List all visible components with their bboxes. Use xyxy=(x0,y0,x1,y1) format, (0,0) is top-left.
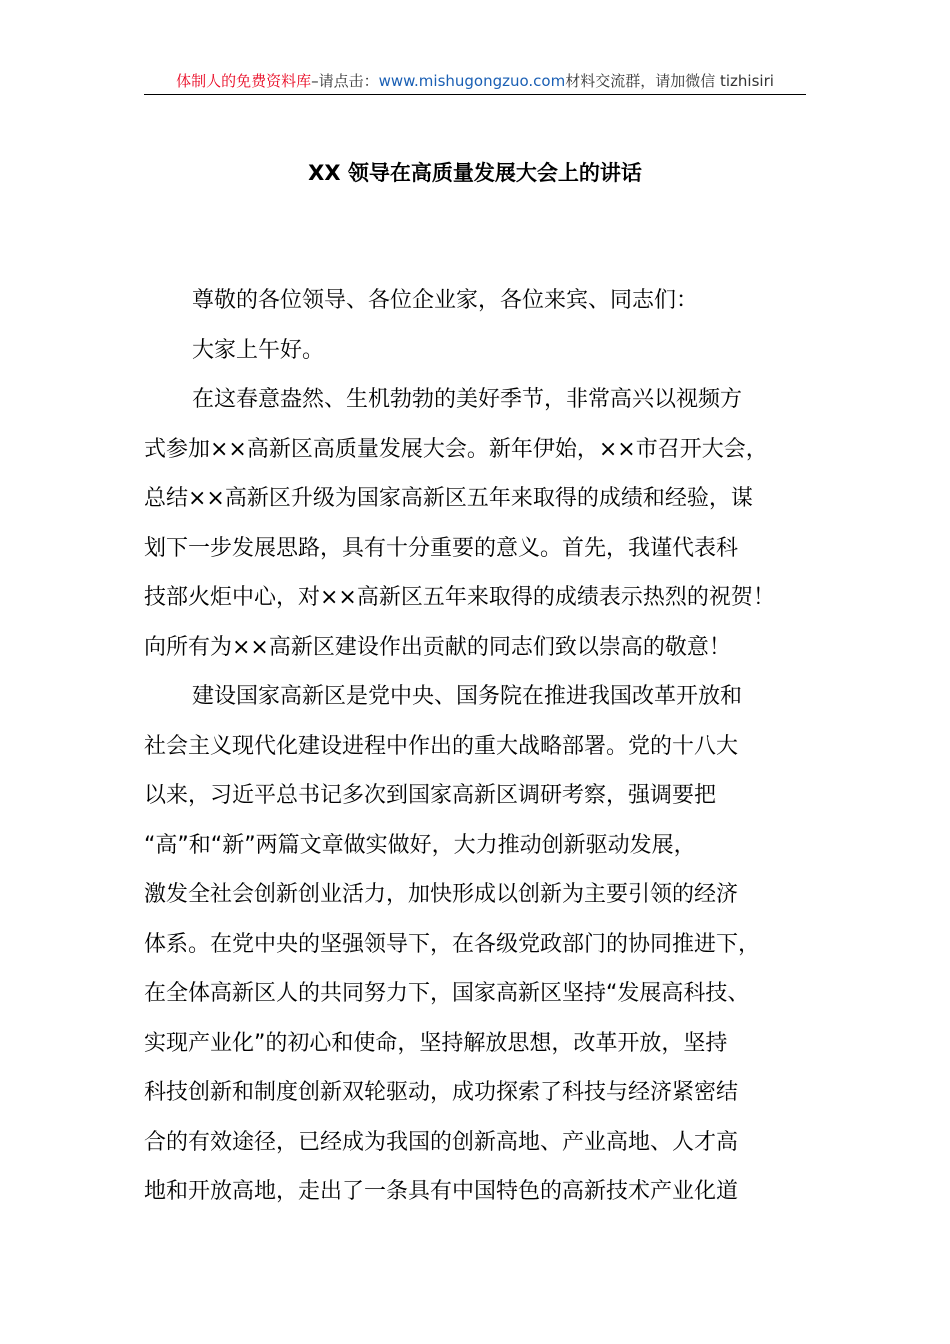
paragraph-2-line: 社会主义现代化建设进程中作出的重大战略部署。党的十八大 xyxy=(144,733,739,759)
header-prompt: –请点击： xyxy=(311,72,379,90)
paragraph-1-line: 技部火炬中心，对××高新区五年来取得的成绩表示热烈的祝贺！ xyxy=(144,585,775,610)
salutation-line: 尊敬的各位领导、各位企业家，各位来宾、同志们： xyxy=(192,288,699,313)
paragraph-1-line: 向所有为××高新区建设作出贡献的同志们致以崇高的敬意！ xyxy=(144,634,731,660)
paragraph-2-line: 体系。在党中央的坚强领导下，在各级党政部门的协同推进下， xyxy=(144,931,761,957)
paragraph-2-line: 以来，习近平总书记多次到国家高新区调研考察，强调要把 xyxy=(144,783,717,808)
paragraph-2-line: 合的有效途径，已经成为我国的创新高地、产业高地、人才高 xyxy=(144,1129,739,1155)
paragraph-2-line: 建设国家高新区是党中央、国务院在推进我国改革开放和 xyxy=(192,684,743,709)
paragraph-1-line: 式参加××高新区高质量发展大会。新年伊始，××市召开大会， xyxy=(144,436,768,462)
paragraph-2-line: 激发全社会创新创业活力，加快形成以创新为主要引领的经济 xyxy=(144,882,739,907)
header-url-link[interactable]: www.mishugongzuo.com xyxy=(378,72,566,90)
paragraph-2-line: 地和开放高地，走出了一条具有中国特色的高新技术产业化道 xyxy=(144,1179,739,1204)
greeting-line: 大家上午好。 xyxy=(192,337,325,363)
paragraph-2-line: 实现产业化”的初心和使命，坚持解放思想，改革开放，坚持 xyxy=(144,1030,728,1056)
paragraph-1-line: 总结××高新区升级为国家高新区五年来取得的成绩和经验，谋 xyxy=(144,486,753,511)
page-header xyxy=(144,70,806,95)
paragraph-2-line: 在全体高新区人的共同努力下，国家高新区坚持“发展高科技、 xyxy=(144,981,750,1006)
document-title: XX 领导在高质量发展大会上的讲话 xyxy=(308,161,642,185)
paragraph-1-line: 在这春意盎然、生机勃勃的美好季节，非常高兴以视频方 xyxy=(192,387,743,412)
header-brand: 体制人的免费资料库 xyxy=(176,72,312,90)
paragraph-2-line: 科技创新和制度创新双轮驱动，成功探索了科技与经济紧密结 xyxy=(144,1080,739,1105)
paragraph-2-line: “高”和“新”两篇文章做实做好，大力推动创新驱动发展， xyxy=(144,832,696,858)
header-contact: 材料交流群，请加微信 tizhisiri xyxy=(565,72,774,90)
document-body xyxy=(144,276,808,1217)
paragraph-1-line: 划下一步发展思路，具有十分重要的意义。首先，我谨代表科 xyxy=(144,535,739,561)
